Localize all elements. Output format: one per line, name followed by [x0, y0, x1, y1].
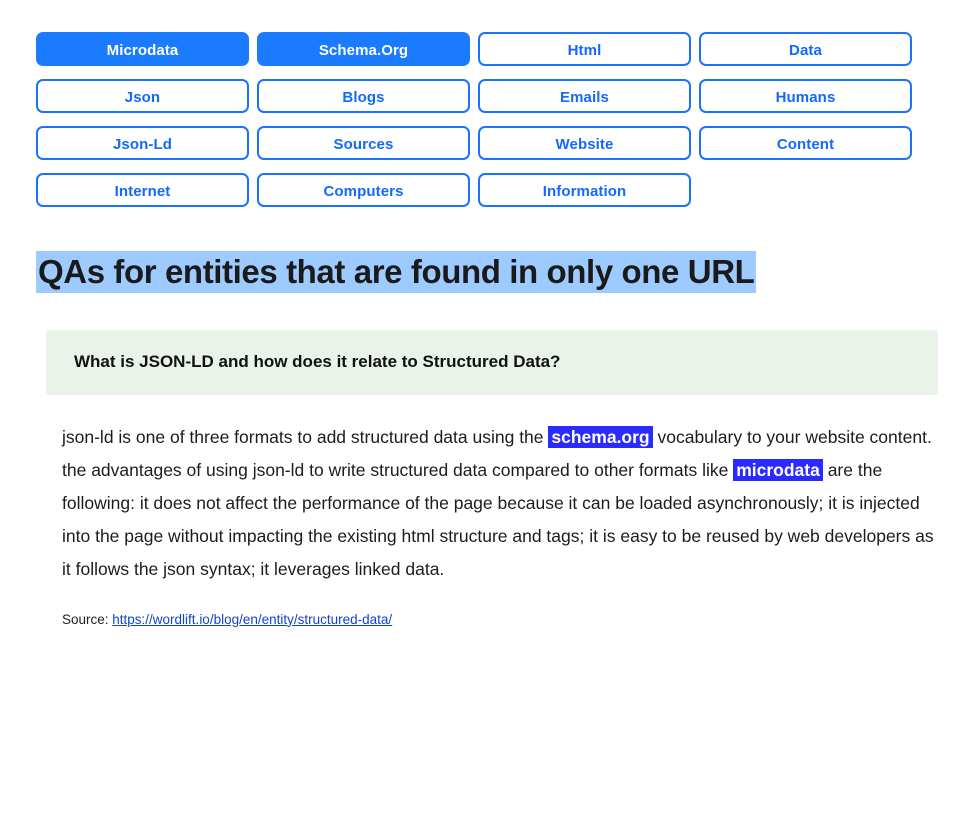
tag-chip[interactable]: Internet	[36, 173, 249, 207]
tag-chip[interactable]: Information	[478, 173, 691, 207]
tag-chip[interactable]: Schema.Org	[257, 32, 470, 66]
tag-chip[interactable]: Json-Ld	[36, 126, 249, 160]
tag-chip-row	[36, 79, 944, 113]
tag-chip-group	[36, 32, 944, 207]
tag-chip[interactable]: Html	[478, 32, 691, 66]
source-link[interactable]: https://wordlift.io/blog/en/entity/structured-data/	[112, 611, 393, 627]
tag-chip-row	[36, 32, 944, 66]
question-text: What is JSON-LD and how does it relate to Structured Data?	[74, 352, 561, 372]
tag-chip[interactable]: Sources	[257, 126, 470, 160]
tag-chip[interactable]: Data	[699, 32, 912, 66]
page-title	[36, 251, 944, 292]
source-label: Source:	[62, 611, 113, 627]
tag-chip[interactable]: Content	[699, 126, 912, 160]
tag-chip[interactable]: Microdata	[36, 32, 249, 66]
answer-fragment: are the following: it does not affect the performance of the page because it can be loaded asynchronously; it is injected into the page without impacting the existing html structure and tags; it is easy to be reused by web developers as it follows the json syntax; it leverages linked data.	[62, 460, 934, 579]
answer-fragment: vocabulary to your website content. the advantages of using json-ld to write structured data compared to other formats like	[62, 427, 932, 481]
highlighted-term: microdata	[733, 459, 823, 481]
answer-text	[62, 421, 934, 585]
tag-chip[interactable]: Blogs	[257, 79, 470, 113]
tag-chip[interactable]: Humans	[699, 79, 912, 113]
highlighted-term: schema.org	[548, 426, 652, 448]
page-title-text: QAs for entities that are found in only one URL	[36, 251, 756, 293]
tag-chip[interactable]: Json	[36, 79, 249, 113]
answer-fragment: json-ld is one of three formats to add structured data using the	[62, 427, 549, 448]
tag-chip[interactable]: Emails	[478, 79, 691, 113]
tag-chip[interactable]: Website	[478, 126, 691, 160]
tag-chip-row	[36, 126, 944, 160]
tag-chip[interactable]: Computers	[257, 173, 470, 207]
source-line	[62, 612, 944, 627]
question-card	[46, 330, 938, 395]
tag-chip-row	[36, 173, 944, 207]
